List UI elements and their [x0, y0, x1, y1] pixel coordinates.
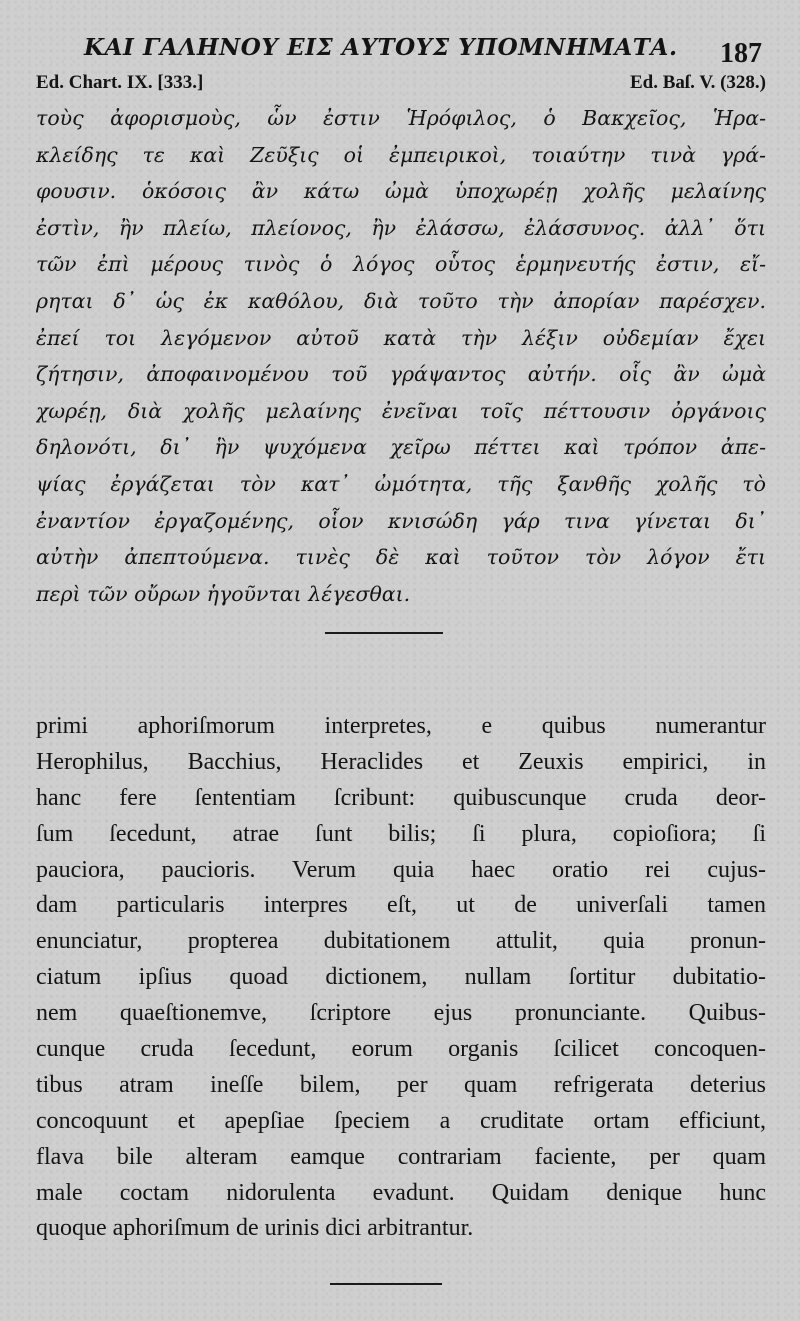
- edition-references: [36, 72, 766, 98]
- greek-text-line: αὐτὴν ἀπεπτούμενα. τινὲς δὲ καὶ τοῦτον τὸν λόγον ἔτι: [36, 545, 766, 570]
- latin-text-line: pauciora, paucioris. Verum quia haec oratio rei cujus-: [36, 856, 766, 883]
- greek-text-line: κλείδης τε καὶ Ζεῦξις οἱ ἐμπειρικοὶ, τοιαύτην τινὰ γρά-: [36, 142, 766, 167]
- latin-text-line: tibus atram ineſſe bilem, per quam refrigerata deterius: [36, 1071, 766, 1098]
- greek-text-line: ἐπεί τοι λεγόμενον αὐτοῦ κατὰ τὴν λέξιν οὐδεμίαν ἔχει: [36, 325, 766, 350]
- latin-text-line: male coctam nidorulenta evadunt. Quidam denique hunc: [36, 1179, 766, 1206]
- greek-text-line: χωρέῃ, διὰ χολῆς μελαίνης ἐνεῖναι τοῖς πέττουσιν ὀργάνοις: [36, 398, 766, 423]
- latin-text-line: cunque cruda ſecedunt, eorum organis ſcilicet concoquen-: [36, 1036, 766, 1063]
- latin-text-line: Herophilus, Bacchius, Heraclides et Zeuxis empirici, in: [36, 748, 766, 775]
- greek-text-line: ρηται δ᾽ ὡς ἐκ καθόλου, διὰ τοῦτο τὴν ἀπορίαν παρέσχεν.: [36, 288, 766, 313]
- greek-text-line: τῶν ἐπὶ μέρους τινὸς ὁ λόγος οὗτος ἑρμηνευτής ἐστιν, εἴ-: [36, 252, 766, 277]
- page-number: 187: [720, 38, 762, 69]
- greek-text-block: [36, 100, 766, 612]
- latin-text-line: flava bile alteram eamque contrariam faciente, per quam: [36, 1143, 766, 1170]
- greek-text-line: φουσιν. ὁκόσοις ἂν κάτω ὠμὰ ὑποχωρέῃ χολῆς μελαίνης: [36, 179, 766, 204]
- latin-text-line: ſum ſecedunt, atrae ſunt bilis; ſi plura, copioſiora; ſi: [36, 820, 766, 847]
- latin-text-line: nem quaeſtionemve, ſcriptore ejus pronunciante. Quibus-: [36, 1000, 766, 1027]
- latin-text-line: enunciatur, propterea dubitationem attulit, quia pronun-: [36, 928, 766, 955]
- greek-text-line: ἐναντίον ἐργαζομένης, οἷον κνισώδη γάρ τινα γίνεται δι᾽: [36, 508, 766, 533]
- latin-text-line: quoque aphoriſmum de urinis dici arbitrantur.: [36, 1215, 474, 1242]
- greek-text-line: ζήτησιν, ἀποφαινομένου τοῦ γράψαντος αὐτήν. οἷς ἂν ὠμὰ: [36, 362, 766, 387]
- running-title: ΚΑΙ ΓΑΛΗΝΟΥ ΕΙΣ ΑΥΤΟΥΣ ΥΠΟΜΝΗΜΑΤΑ.: [84, 34, 678, 61]
- section-divider: [330, 1283, 442, 1285]
- section-divider: [325, 632, 443, 634]
- latin-text-line: concoquunt et apepſiae ſpeciem a cruditate ortam efficiunt,: [36, 1107, 766, 1134]
- greek-text-line: ἐστὶν, ἢν πλείω, πλείονος, ἢν ἐλάσσω, ἐλάσσυνος. ἀλλ᾽ ὅτι: [36, 215, 766, 240]
- running-head: [0, 34, 800, 74]
- latin-text-line: ciatum ipſius quoad dictionem, nullam ſortitur dubitatio-: [36, 964, 766, 991]
- greek-text-line: δηλονότι, δι᾽ ἣν ψυχόμενα χεῖρω πέττει καὶ τρόπον ἀπε-: [36, 435, 766, 460]
- latin-text-block: [36, 709, 766, 1247]
- latin-text-line: primi aphoriſmorum interpretes, e quibus numerantur: [36, 713, 766, 739]
- latin-text-line: hanc fere ſententiam ſcribunt: quibuscunque cruda deor-: [36, 784, 766, 811]
- greek-text-line: περὶ τῶν οὔρων ἡγοῦνται λέγεσθαι.: [36, 581, 411, 606]
- edition-ref-basel: Ed. Baſ. V. (328.): [629, 72, 766, 93]
- greek-text-line: τοὺς ἀφορισμοὺς, ὧν ἐστιν Ἡρόφιλος, ὁ Βακχεῖος, Ἡρα-: [36, 106, 766, 130]
- latin-text-line: dam particularis interpres eſt, ut de univerſali tamen: [36, 892, 766, 919]
- greek-text-line: ψίας ἐργάζεται τὸν κατ᾽ ὠμότητα, τῆς ξανθῆς χολῆς τὸ: [36, 471, 766, 496]
- edition-ref-chartier: Ed. Chart. IX. [333.]: [36, 72, 204, 93]
